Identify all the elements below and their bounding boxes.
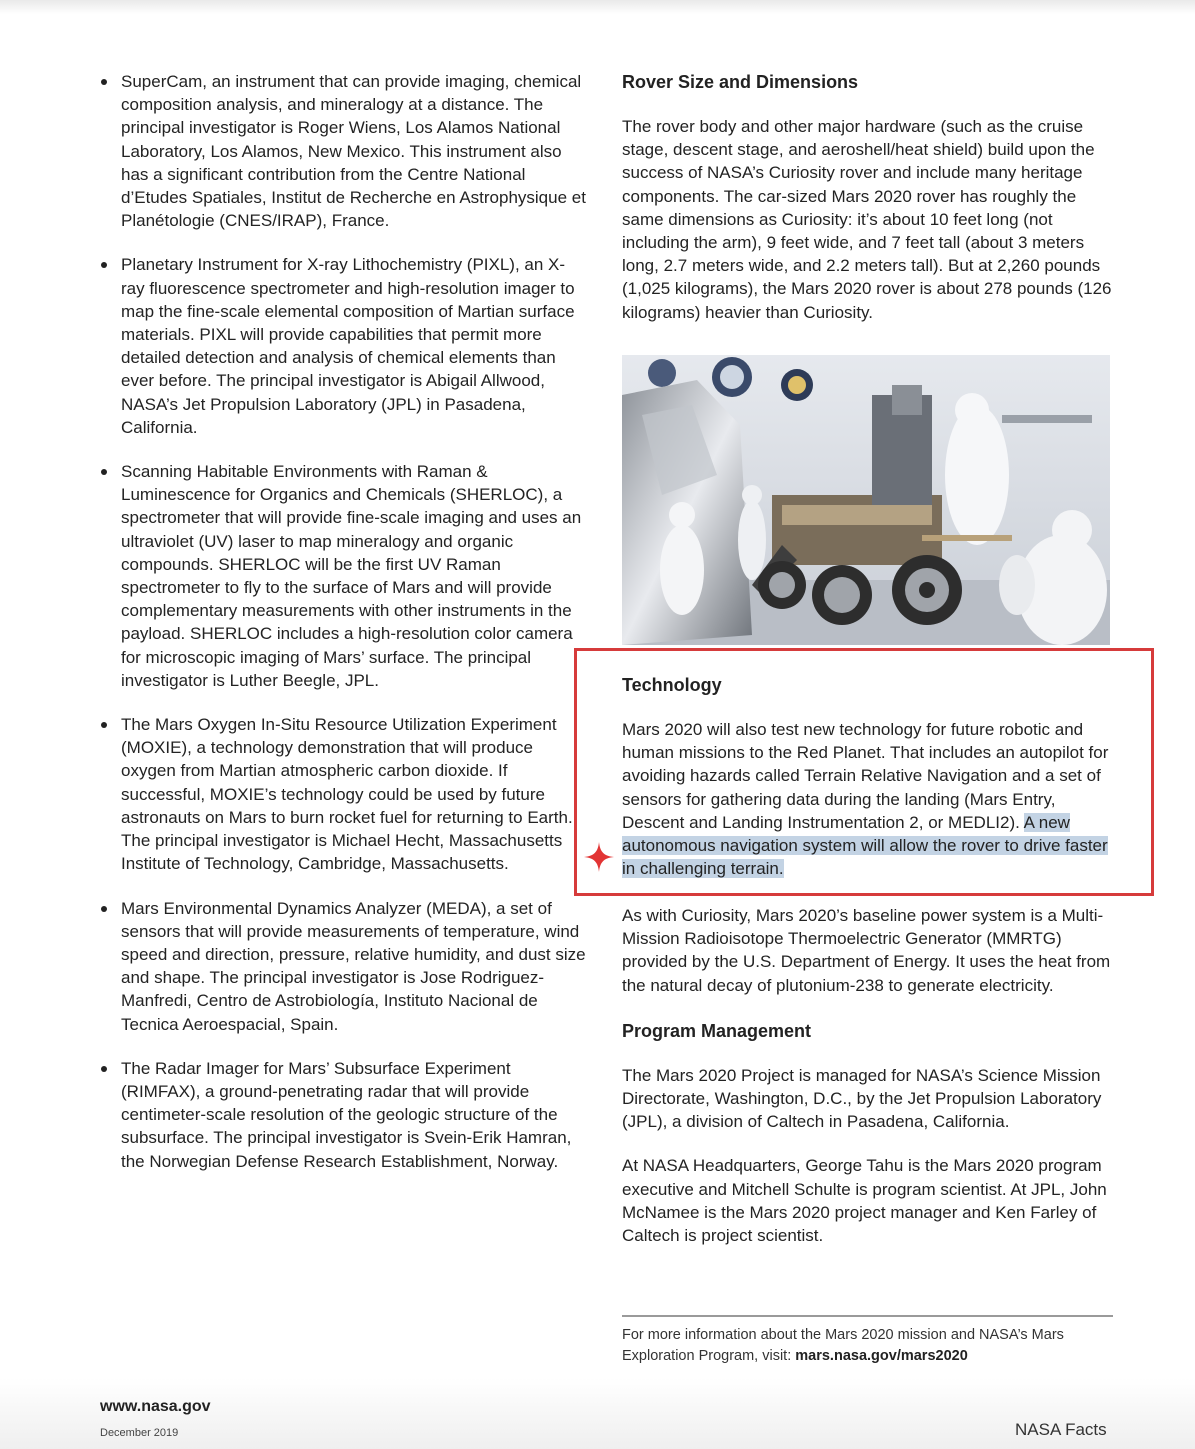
footer-label: NASA Facts xyxy=(1015,1420,1107,1439)
bullet-dot xyxy=(101,722,107,728)
instrument-list-column xyxy=(98,70,588,1194)
bullet-text: Scanning Habitable Environments with Raman & Luminescence for Organics and Chemicals (SHERLOC), a spectrometer that will provide fine-scale imaging and uses an ultraviolet (UV) laser to map mineralogy and organic compounds. SHERLOC will be the first UV Raman spectrometer to fly to the surface of Mars and will provide complementary measurements with other instruments in the payload. SHERLOC includes a high-resolution color camera for microscopic imaging of Mars’ surface. The principal investigator is Luther Beegle, JPL. xyxy=(121,462,582,690)
footnote xyxy=(622,1325,1117,1367)
right-column-top xyxy=(622,70,1117,324)
program-paragraph-1: The Mars 2020 Project is managed for NASA’s Science Mission Directorate, Washington, D.C., by the Jet Propulsion Laboratory (JPL), a division of Caltech in Pasadena, California. xyxy=(622,1065,1102,1132)
bullet-dot xyxy=(101,906,107,912)
red-sparkle-cursor-icon xyxy=(583,841,615,873)
bullet-rimfax xyxy=(98,1057,588,1173)
bullet-text: SuperCam, an instrument that can provide imaging, chemical composition analysis, and mineralogy at a distance. The principal investigator is Roger Wiens, Los Alamos National Laboratory, Los Alamos, New Mexico. This instrument also has a significant contribution from the Centre National d’Etudes Spatiales, Institut de Recherche en Astrophysique et Planétologie (CNES/IRAP), France. xyxy=(121,72,586,231)
technology-text: Mars 2020 will also test new technology for future robotic and human missions to the Red Planet. That includes an autopilot for avoiding hazards called Terrain Relative Navigation and a set of sensors for gathering data during the landing (Mars Entry, Descent and Landing Instrumentation 2, or MEDLI2). xyxy=(622,720,1109,832)
technology-heading: Technology xyxy=(622,675,722,695)
bullet-meda xyxy=(98,897,588,1036)
power-paragraph: As with Curiosity, Mars 2020’s baseline power system is a Multi-Mission Radioisotope Thermoelectric Generator (MMRTG) provided by the U.S. Department of Energy. It uses the heat from the natural decay of plutonium-238 to generate electricity. xyxy=(622,906,1111,995)
bullet-dot xyxy=(101,1066,107,1072)
bullet-supercam xyxy=(98,70,588,232)
footer-site[interactable]: www.nasa.gov xyxy=(100,1398,211,1415)
page-top-shadow xyxy=(0,0,1195,14)
bullet-moxie xyxy=(98,713,588,875)
bullet-dot xyxy=(101,262,107,268)
bullet-pixl xyxy=(98,253,588,439)
right-column-bottom xyxy=(622,904,1117,1247)
highlighted-text-selection[interactable]: A new autonomous navigation system will allow the rover to drive faster in challenging terrain. xyxy=(622,812,1108,879)
annotation-box xyxy=(574,648,1154,896)
instrument-bullet-list xyxy=(98,70,588,1173)
program-paragraph-2: At NASA Headquarters, George Tahu is the Mars 2020 program executive and Mitchell Schulte is program scientist. At JPL, John McNamee is the Mars 2020 project manager and Ken Farley of Caltech is project scientist. xyxy=(622,1156,1107,1246)
bullet-text: The Mars Oxygen In-Situ Resource Utilization Experiment (MOXIE), a technology demonstration that will produce oxygen from Martian atmospheric carbon dioxide. If successful, MOXIE’s technology could be used by future astronauts on Mars to burn rocket fuel for returning to Earth. The principal investigator is Michael Hecht, Massachusetts Institute of Technology, Cambridge, Massachusetts. xyxy=(121,715,573,874)
rover-cleanroom-photo xyxy=(622,355,1110,645)
bullet-text: Mars Environmental Dynamics Analyzer (MEDA), a set of sensors that will provide measurements of temperature, wind speed and direction, pressure, relative humidity, and dust size and shape. The principal investigator is Jose Rodriguez-Manfredi, Centro de Astrobiología, Instituto Nacional de Tecnica Aeroespacial, Spain. xyxy=(121,898,586,1034)
bullet-dot xyxy=(101,469,107,475)
rover-size-paragraph: The rover body and other major hardware (such as the cruise stage, descent stage, and aeroshell/heat shield) build upon the success of NASA’s Curiosity rover and include many heritage components. The car-sized Mars 2020 rover has roughly the same dimensions as Curiosity: it’s about 10 feet long (not including the arm), 9 feet wide, and 7 feet tall (about 3 meters long, 2.7 meters wide, and 2.2 meters tall). But at 2,260 pounds (1,025 kilograms), the Mars 2020 rover is about 278 pounds (126 kilograms) heavier than Curiosity. xyxy=(622,117,1112,322)
bullet-dot xyxy=(101,79,107,85)
footer-date: December 2019 xyxy=(100,1427,179,1439)
rover-size-heading: Rover Size and Dimensions xyxy=(622,72,859,92)
footnote-link[interactable]: mars.nasa.gov/mars2020 xyxy=(795,1348,968,1364)
bullet-text: The Radar Imager for Mars’ Subsurface Experiment (RIMFAX), a ground-penetrating radar that will provide centimeter-scale resolution of the geologic structure of the subsurface. The principal investigator is Svein-Erik Hamran, the Norwegian Defense Research Establishment, Norway. xyxy=(121,1058,572,1171)
bullet-text: Planetary Instrument for X-ray Lithochemistry (PIXL), an X-ray fluorescence spectrometer and high-resolution imager to map the fine-scale elemental composition of Martian surface materials. PIXL will provide capabilities that permit more detailed detection and analysis of chemical elements than ever before. The principal investigator is Abigail Allwood, NASA’s Jet Propulsion Laboratory (JPL) in Pasadena, California. xyxy=(121,255,575,437)
footnote-divider xyxy=(622,1315,1113,1317)
bullet-sherloc xyxy=(98,460,588,692)
footnote-text: For more information about the Mars 2020 mission and NASA’s Mars Exploration Program, visit: xyxy=(622,1327,1064,1364)
program-heading: Program Management xyxy=(622,1020,812,1041)
